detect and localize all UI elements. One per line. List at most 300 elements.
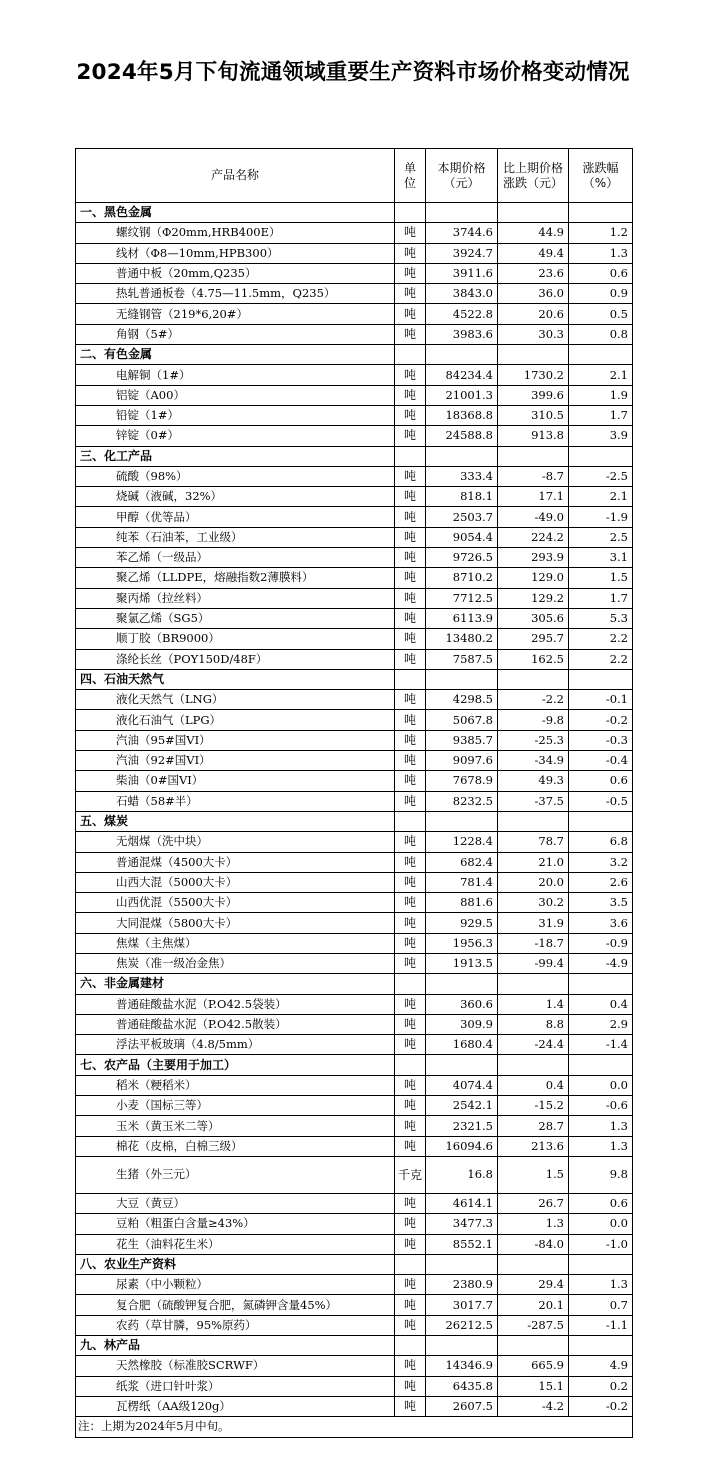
table-row xyxy=(76,1156,633,1193)
table-row xyxy=(76,913,633,933)
unit-cell: 吨 xyxy=(395,1035,426,1055)
unit-cell: 吨 xyxy=(395,568,426,588)
change-cell: 15.1 xyxy=(498,1376,569,1396)
unit-cell: 吨 xyxy=(395,933,426,953)
category-label: 四、石油天然气 xyxy=(76,669,395,689)
pct-cell: -0.2 xyxy=(569,1396,633,1416)
empty-cell xyxy=(498,1254,569,1274)
table-row xyxy=(76,426,633,446)
change-cell: 8.8 xyxy=(498,1014,569,1034)
category-label: 一、黑色金属 xyxy=(76,203,395,223)
column-header-unit: 单位 xyxy=(395,149,426,203)
product-name: 石蜡（58#半） xyxy=(76,791,395,811)
table-row xyxy=(76,852,633,872)
change-cell: 36.0 xyxy=(498,284,569,304)
unit-cell: 吨 xyxy=(395,994,426,1014)
change-cell: 129.2 xyxy=(498,588,569,608)
empty-cell xyxy=(569,974,633,994)
product-name: 尿素（中小颗粒） xyxy=(76,1275,395,1295)
empty-cell xyxy=(569,1254,633,1274)
product-name: 聚乙烯（LLDPE，熔融指数2薄膜料） xyxy=(76,568,395,588)
price-cell: 333.4 xyxy=(426,466,498,486)
category-row xyxy=(76,446,633,466)
price-cell: 3983.6 xyxy=(426,324,498,344)
pct-cell: -1.1 xyxy=(569,1315,633,1335)
category-row xyxy=(76,1336,633,1356)
product-name: 玉米（黄玉米二等） xyxy=(76,1116,395,1136)
product-name: 无缝钢管（219*6,20#） xyxy=(76,304,395,324)
pct-cell: -0.5 xyxy=(569,791,633,811)
table-row xyxy=(76,710,633,730)
empty-cell xyxy=(426,974,498,994)
note-row xyxy=(76,1417,633,1437)
table-row xyxy=(76,608,633,628)
change-cell: 0.4 xyxy=(498,1075,569,1095)
unit-cell: 吨 xyxy=(395,771,426,791)
table-row xyxy=(76,243,633,263)
empty-cell xyxy=(498,203,569,223)
price-cell: 3924.7 xyxy=(426,243,498,263)
empty-cell xyxy=(426,669,498,689)
unit-cell: 吨 xyxy=(395,1315,426,1335)
product-name: 纯苯（石油苯，工业级） xyxy=(76,527,395,547)
pct-cell: 0.6 xyxy=(569,771,633,791)
category-label: 六、非金属建材 xyxy=(76,974,395,994)
change-cell: 44.9 xyxy=(498,223,569,243)
product-name: 普通中板（20mm,Q235） xyxy=(76,263,395,283)
category-row xyxy=(76,974,633,994)
unit-cell: 吨 xyxy=(395,548,426,568)
pct-cell: 1.3 xyxy=(569,243,633,263)
pct-cell: -1.0 xyxy=(569,1234,633,1254)
change-cell: 31.9 xyxy=(498,913,569,933)
empty-cell xyxy=(395,345,426,365)
price-cell: 781.4 xyxy=(426,872,498,892)
pct-cell: -0.9 xyxy=(569,933,633,953)
category-label: 二、有色金属 xyxy=(76,345,395,365)
table-row xyxy=(76,284,633,304)
unit-cell: 吨 xyxy=(395,913,426,933)
table-row xyxy=(76,832,633,852)
pct-cell: -2.5 xyxy=(569,466,633,486)
pct-cell: 1.7 xyxy=(569,405,633,425)
change-cell: 49.3 xyxy=(498,771,569,791)
column-header-price: 本期价格（元） xyxy=(426,149,498,203)
pct-cell: 1.3 xyxy=(569,1136,633,1156)
unit-cell: 吨 xyxy=(395,284,426,304)
empty-cell xyxy=(498,1055,569,1075)
pct-cell: 5.3 xyxy=(569,608,633,628)
change-cell: 21.0 xyxy=(498,852,569,872)
table-row xyxy=(76,548,633,568)
table-row xyxy=(76,466,633,486)
price-cell: 9097.6 xyxy=(426,751,498,771)
change-cell: 30.2 xyxy=(498,893,569,913)
pct-cell: 0.0 xyxy=(569,1075,633,1095)
empty-cell xyxy=(395,811,426,831)
price-cell: 2380.9 xyxy=(426,1275,498,1295)
unit-cell: 吨 xyxy=(395,751,426,771)
unit-cell: 吨 xyxy=(395,1075,426,1095)
unit-cell: 吨 xyxy=(395,405,426,425)
empty-cell xyxy=(426,1055,498,1075)
pct-cell: 2.6 xyxy=(569,872,633,892)
change-cell: 224.2 xyxy=(498,527,569,547)
unit-cell: 吨 xyxy=(395,730,426,750)
pct-cell: -0.4 xyxy=(569,751,633,771)
table-row xyxy=(76,1376,633,1396)
pct-cell: 2.9 xyxy=(569,1014,633,1034)
price-cell: 8232.5 xyxy=(426,791,498,811)
pct-cell: -0.1 xyxy=(569,690,633,710)
category-row xyxy=(76,1254,633,1274)
table-row xyxy=(76,1136,633,1156)
page-title: 2024年5月下旬流通领域重要生产资料市场价格变动情况 xyxy=(76,60,630,85)
price-cell: 18368.8 xyxy=(426,405,498,425)
change-cell: 310.5 xyxy=(498,405,569,425)
empty-cell xyxy=(395,203,426,223)
change-cell: 49.4 xyxy=(498,243,569,263)
price-cell: 16094.6 xyxy=(426,1136,498,1156)
table-row xyxy=(76,507,633,527)
product-name: 液化天然气（LNG） xyxy=(76,690,395,710)
price-cell: 1956.3 xyxy=(426,933,498,953)
table-row xyxy=(76,730,633,750)
category-label: 八、农业生产资料 xyxy=(76,1254,395,1274)
category-label: 七、农产品（主要用于加工） xyxy=(76,1055,395,1075)
change-cell: 20.6 xyxy=(498,304,569,324)
table-row xyxy=(76,872,633,892)
product-name: 山西优混（5500大卡） xyxy=(76,893,395,913)
unit-cell: 吨 xyxy=(395,852,426,872)
pct-cell: 0.6 xyxy=(569,263,633,283)
table-row xyxy=(76,1116,633,1136)
table-row xyxy=(76,1035,633,1055)
table-row xyxy=(76,324,633,344)
product-name: 电解铜（1#） xyxy=(76,365,395,385)
change-cell: 30.3 xyxy=(498,324,569,344)
pct-cell: 3.5 xyxy=(569,893,633,913)
pct-cell: 2.2 xyxy=(569,649,633,669)
table-row xyxy=(76,568,633,588)
product-name: 硫酸（98%） xyxy=(76,466,395,486)
empty-cell xyxy=(498,974,569,994)
price-cell: 7678.9 xyxy=(426,771,498,791)
table-row xyxy=(76,1014,633,1034)
table-row xyxy=(76,487,633,507)
empty-cell xyxy=(395,1336,426,1356)
unit-cell: 千克 xyxy=(395,1156,426,1193)
pct-cell: 4.9 xyxy=(569,1356,633,1376)
table-row xyxy=(76,223,633,243)
unit-cell: 吨 xyxy=(395,527,426,547)
table-row xyxy=(76,1396,633,1416)
price-cell: 929.5 xyxy=(426,913,498,933)
pct-cell: 0.8 xyxy=(569,324,633,344)
category-row xyxy=(76,203,633,223)
price-cell: 3911.6 xyxy=(426,263,498,283)
pct-cell: 3.2 xyxy=(569,852,633,872)
product-name: 聚丙烯（拉丝料） xyxy=(76,588,395,608)
price-cell: 1228.4 xyxy=(426,832,498,852)
unit-cell: 吨 xyxy=(395,1295,426,1315)
price-cell: 6435.8 xyxy=(426,1376,498,1396)
product-name: 甲醇（优等品） xyxy=(76,507,395,527)
product-name: 大同混煤（5800大卡） xyxy=(76,913,395,933)
product-name: 螺纹钢（Φ20mm,HRB400E） xyxy=(76,223,395,243)
product-name: 普通混煤（4500大卡） xyxy=(76,852,395,872)
table-row xyxy=(76,751,633,771)
change-cell: 26.7 xyxy=(498,1193,569,1213)
product-name: 普通硅酸盐水泥（P.O42.5散装） xyxy=(76,1014,395,1034)
empty-cell xyxy=(426,345,498,365)
unit-cell: 吨 xyxy=(395,365,426,385)
pct-cell: 0.7 xyxy=(569,1295,633,1315)
table-row xyxy=(76,649,633,669)
table-row xyxy=(76,385,633,405)
unit-cell: 吨 xyxy=(395,588,426,608)
change-cell: 28.7 xyxy=(498,1116,569,1136)
unit-cell: 吨 xyxy=(395,629,426,649)
product-name: 液化石油气（LPG） xyxy=(76,710,395,730)
table-row xyxy=(76,994,633,1014)
unit-cell: 吨 xyxy=(395,1014,426,1034)
change-cell: 1.4 xyxy=(498,994,569,1014)
unit-cell: 吨 xyxy=(395,263,426,283)
change-cell: 1730.2 xyxy=(498,365,569,385)
product-name: 焦炭（准一级冶金焦） xyxy=(76,953,395,973)
product-name: 聚氯乙烯（SG5） xyxy=(76,608,395,628)
pct-cell: 3.9 xyxy=(569,426,633,446)
table-row xyxy=(76,1096,633,1116)
category-label: 三、化工产品 xyxy=(76,446,395,466)
product-name: 瓦楞纸（AA级120g） xyxy=(76,1396,395,1416)
change-cell: -99.4 xyxy=(498,953,569,973)
product-name: 柴油（0#国VI） xyxy=(76,771,395,791)
unit-cell: 吨 xyxy=(395,487,426,507)
category-row xyxy=(76,669,633,689)
product-name: 稻米（粳稻米） xyxy=(76,1075,395,1095)
price-cell: 3017.7 xyxy=(426,1295,498,1315)
table-row xyxy=(76,629,633,649)
change-cell: 78.7 xyxy=(498,832,569,852)
unit-cell: 吨 xyxy=(395,893,426,913)
pct-cell: 1.2 xyxy=(569,223,633,243)
unit-cell: 吨 xyxy=(395,710,426,730)
pct-cell: 1.7 xyxy=(569,588,633,608)
unit-cell: 吨 xyxy=(395,304,426,324)
price-cell: 14346.9 xyxy=(426,1356,498,1376)
product-name: 复合肥（硫酸钾复合肥，氮磷钾含量45%） xyxy=(76,1295,395,1315)
unit-cell: 吨 xyxy=(395,649,426,669)
table-row xyxy=(76,527,633,547)
pct-cell: 2.5 xyxy=(569,527,633,547)
change-cell: -4.2 xyxy=(498,1396,569,1416)
price-cell: 881.6 xyxy=(426,893,498,913)
unit-cell: 吨 xyxy=(395,1116,426,1136)
pct-cell: 0.9 xyxy=(569,284,633,304)
price-cell: 818.1 xyxy=(426,487,498,507)
unit-cell: 吨 xyxy=(395,1376,426,1396)
table-row xyxy=(76,1075,633,1095)
product-name: 涤纶长丝（POY150D/48F） xyxy=(76,649,395,669)
unit-cell: 吨 xyxy=(395,872,426,892)
unit-cell: 吨 xyxy=(395,426,426,446)
product-name: 烧碱（液碱，32%） xyxy=(76,487,395,507)
product-name: 顺丁胶（BR9000） xyxy=(76,629,395,649)
price-cell: 5067.8 xyxy=(426,710,498,730)
empty-cell xyxy=(395,1055,426,1075)
price-cell: 360.6 xyxy=(426,994,498,1014)
empty-cell xyxy=(569,345,633,365)
price-cell: 9385.7 xyxy=(426,730,498,750)
change-cell: 913.8 xyxy=(498,426,569,446)
price-cell: 2503.7 xyxy=(426,507,498,527)
empty-cell xyxy=(426,446,498,466)
pct-cell: 0.5 xyxy=(569,304,633,324)
unit-cell: 吨 xyxy=(395,1275,426,1295)
change-cell: -24.4 xyxy=(498,1035,569,1055)
pct-cell: 0.0 xyxy=(569,1214,633,1234)
empty-cell xyxy=(498,446,569,466)
price-cell: 4522.8 xyxy=(426,304,498,324)
table-row xyxy=(76,933,633,953)
empty-cell xyxy=(426,203,498,223)
price-cell: 6113.9 xyxy=(426,608,498,628)
pct-cell: 1.3 xyxy=(569,1116,633,1136)
unit-cell: 吨 xyxy=(395,832,426,852)
pct-cell: -4.9 xyxy=(569,953,633,973)
unit-cell: 吨 xyxy=(395,1356,426,1376)
table-row xyxy=(76,1234,633,1254)
product-name: 浮法平板玻璃（4.8/5mm） xyxy=(76,1035,395,1055)
product-name: 铅锭（1#） xyxy=(76,405,395,425)
table-header-row xyxy=(76,149,633,203)
unit-cell: 吨 xyxy=(395,1096,426,1116)
product-name: 无烟煤（洗中块） xyxy=(76,832,395,852)
price-cell: 24588.8 xyxy=(426,426,498,446)
table-row xyxy=(76,588,633,608)
empty-cell xyxy=(498,1336,569,1356)
change-cell: 213.6 xyxy=(498,1136,569,1156)
table-body xyxy=(76,203,633,1417)
pct-cell: 1.3 xyxy=(569,1275,633,1295)
column-header-change: 比上期价格涨跌（元） xyxy=(498,149,569,203)
product-name: 角钢（5#） xyxy=(76,324,395,344)
price-cell: 7587.5 xyxy=(426,649,498,669)
change-cell: 20.0 xyxy=(498,872,569,892)
product-name: 豆粕（粗蛋白含量≥43%） xyxy=(76,1214,395,1234)
empty-cell xyxy=(426,1254,498,1274)
table-row xyxy=(76,1275,633,1295)
pct-cell: -1.4 xyxy=(569,1035,633,1055)
table-row xyxy=(76,791,633,811)
pct-cell: 6.8 xyxy=(569,832,633,852)
table-row xyxy=(76,365,633,385)
product-name: 棉花（皮棉，白棉三级） xyxy=(76,1136,395,1156)
price-cell: 21001.3 xyxy=(426,385,498,405)
table-row xyxy=(76,1193,633,1213)
pct-cell: -0.3 xyxy=(569,730,633,750)
price-cell: 9726.5 xyxy=(426,548,498,568)
change-cell: 162.5 xyxy=(498,649,569,669)
change-cell: -8.7 xyxy=(498,466,569,486)
category-row xyxy=(76,1055,633,1075)
empty-cell xyxy=(395,974,426,994)
column-header-pct: 涨跌幅（%） xyxy=(569,149,633,203)
price-cell: 1913.5 xyxy=(426,953,498,973)
change-cell: 129.0 xyxy=(498,568,569,588)
pct-cell: -1.9 xyxy=(569,507,633,527)
price-cell: 3744.6 xyxy=(426,223,498,243)
change-cell: -37.5 xyxy=(498,791,569,811)
unit-cell: 吨 xyxy=(395,243,426,263)
product-name: 普通硅酸盐水泥（P.O42.5袋装） xyxy=(76,994,395,1014)
product-name: 天然橡胶（标准胶SCRWF） xyxy=(76,1356,395,1376)
empty-cell xyxy=(569,203,633,223)
price-cell: 309.9 xyxy=(426,1014,498,1034)
change-cell: -49.0 xyxy=(498,507,569,527)
change-cell: -2.2 xyxy=(498,690,569,710)
empty-cell xyxy=(569,811,633,831)
table-row xyxy=(76,690,633,710)
unit-cell: 吨 xyxy=(395,1136,426,1156)
empty-cell xyxy=(569,1055,633,1075)
change-cell: 17.1 xyxy=(498,487,569,507)
price-cell: 16.8 xyxy=(426,1156,498,1193)
empty-cell xyxy=(569,669,633,689)
change-cell: -34.9 xyxy=(498,751,569,771)
unit-cell: 吨 xyxy=(395,1234,426,1254)
product-name: 锌锭（0#） xyxy=(76,426,395,446)
table-row xyxy=(76,1214,633,1234)
product-name: 苯乙烯（一级品） xyxy=(76,548,395,568)
pct-cell: -0.2 xyxy=(569,710,633,730)
category-row xyxy=(76,345,633,365)
change-cell: -9.8 xyxy=(498,710,569,730)
change-cell: -287.5 xyxy=(498,1315,569,1335)
table-row xyxy=(76,771,633,791)
unit-cell: 吨 xyxy=(395,324,426,344)
price-cell: 8552.1 xyxy=(426,1234,498,1254)
table-row xyxy=(76,263,633,283)
price-cell: 8710.2 xyxy=(426,568,498,588)
empty-cell xyxy=(498,345,569,365)
pct-cell: 1.5 xyxy=(569,568,633,588)
product-name: 花生（油料花生米） xyxy=(76,1234,395,1254)
price-table xyxy=(75,148,633,1438)
product-name: 焦煤（主焦煤） xyxy=(76,933,395,953)
pct-cell: 9.8 xyxy=(569,1156,633,1193)
change-cell: 23.6 xyxy=(498,263,569,283)
product-name: 小麦（国标三等） xyxy=(76,1096,395,1116)
price-cell: 3843.0 xyxy=(426,284,498,304)
empty-cell xyxy=(395,446,426,466)
empty-cell xyxy=(498,811,569,831)
unit-cell: 吨 xyxy=(395,466,426,486)
price-cell: 3477.3 xyxy=(426,1214,498,1234)
pct-cell: 0.4 xyxy=(569,994,633,1014)
change-cell: 399.6 xyxy=(498,385,569,405)
pct-cell: 2.2 xyxy=(569,629,633,649)
product-name: 农药（草甘膦，95%原药） xyxy=(76,1315,395,1335)
change-cell: -25.3 xyxy=(498,730,569,750)
unit-cell: 吨 xyxy=(395,608,426,628)
change-cell: -18.7 xyxy=(498,933,569,953)
table-row xyxy=(76,304,633,324)
empty-cell xyxy=(395,669,426,689)
price-cell: 26212.5 xyxy=(426,1315,498,1335)
